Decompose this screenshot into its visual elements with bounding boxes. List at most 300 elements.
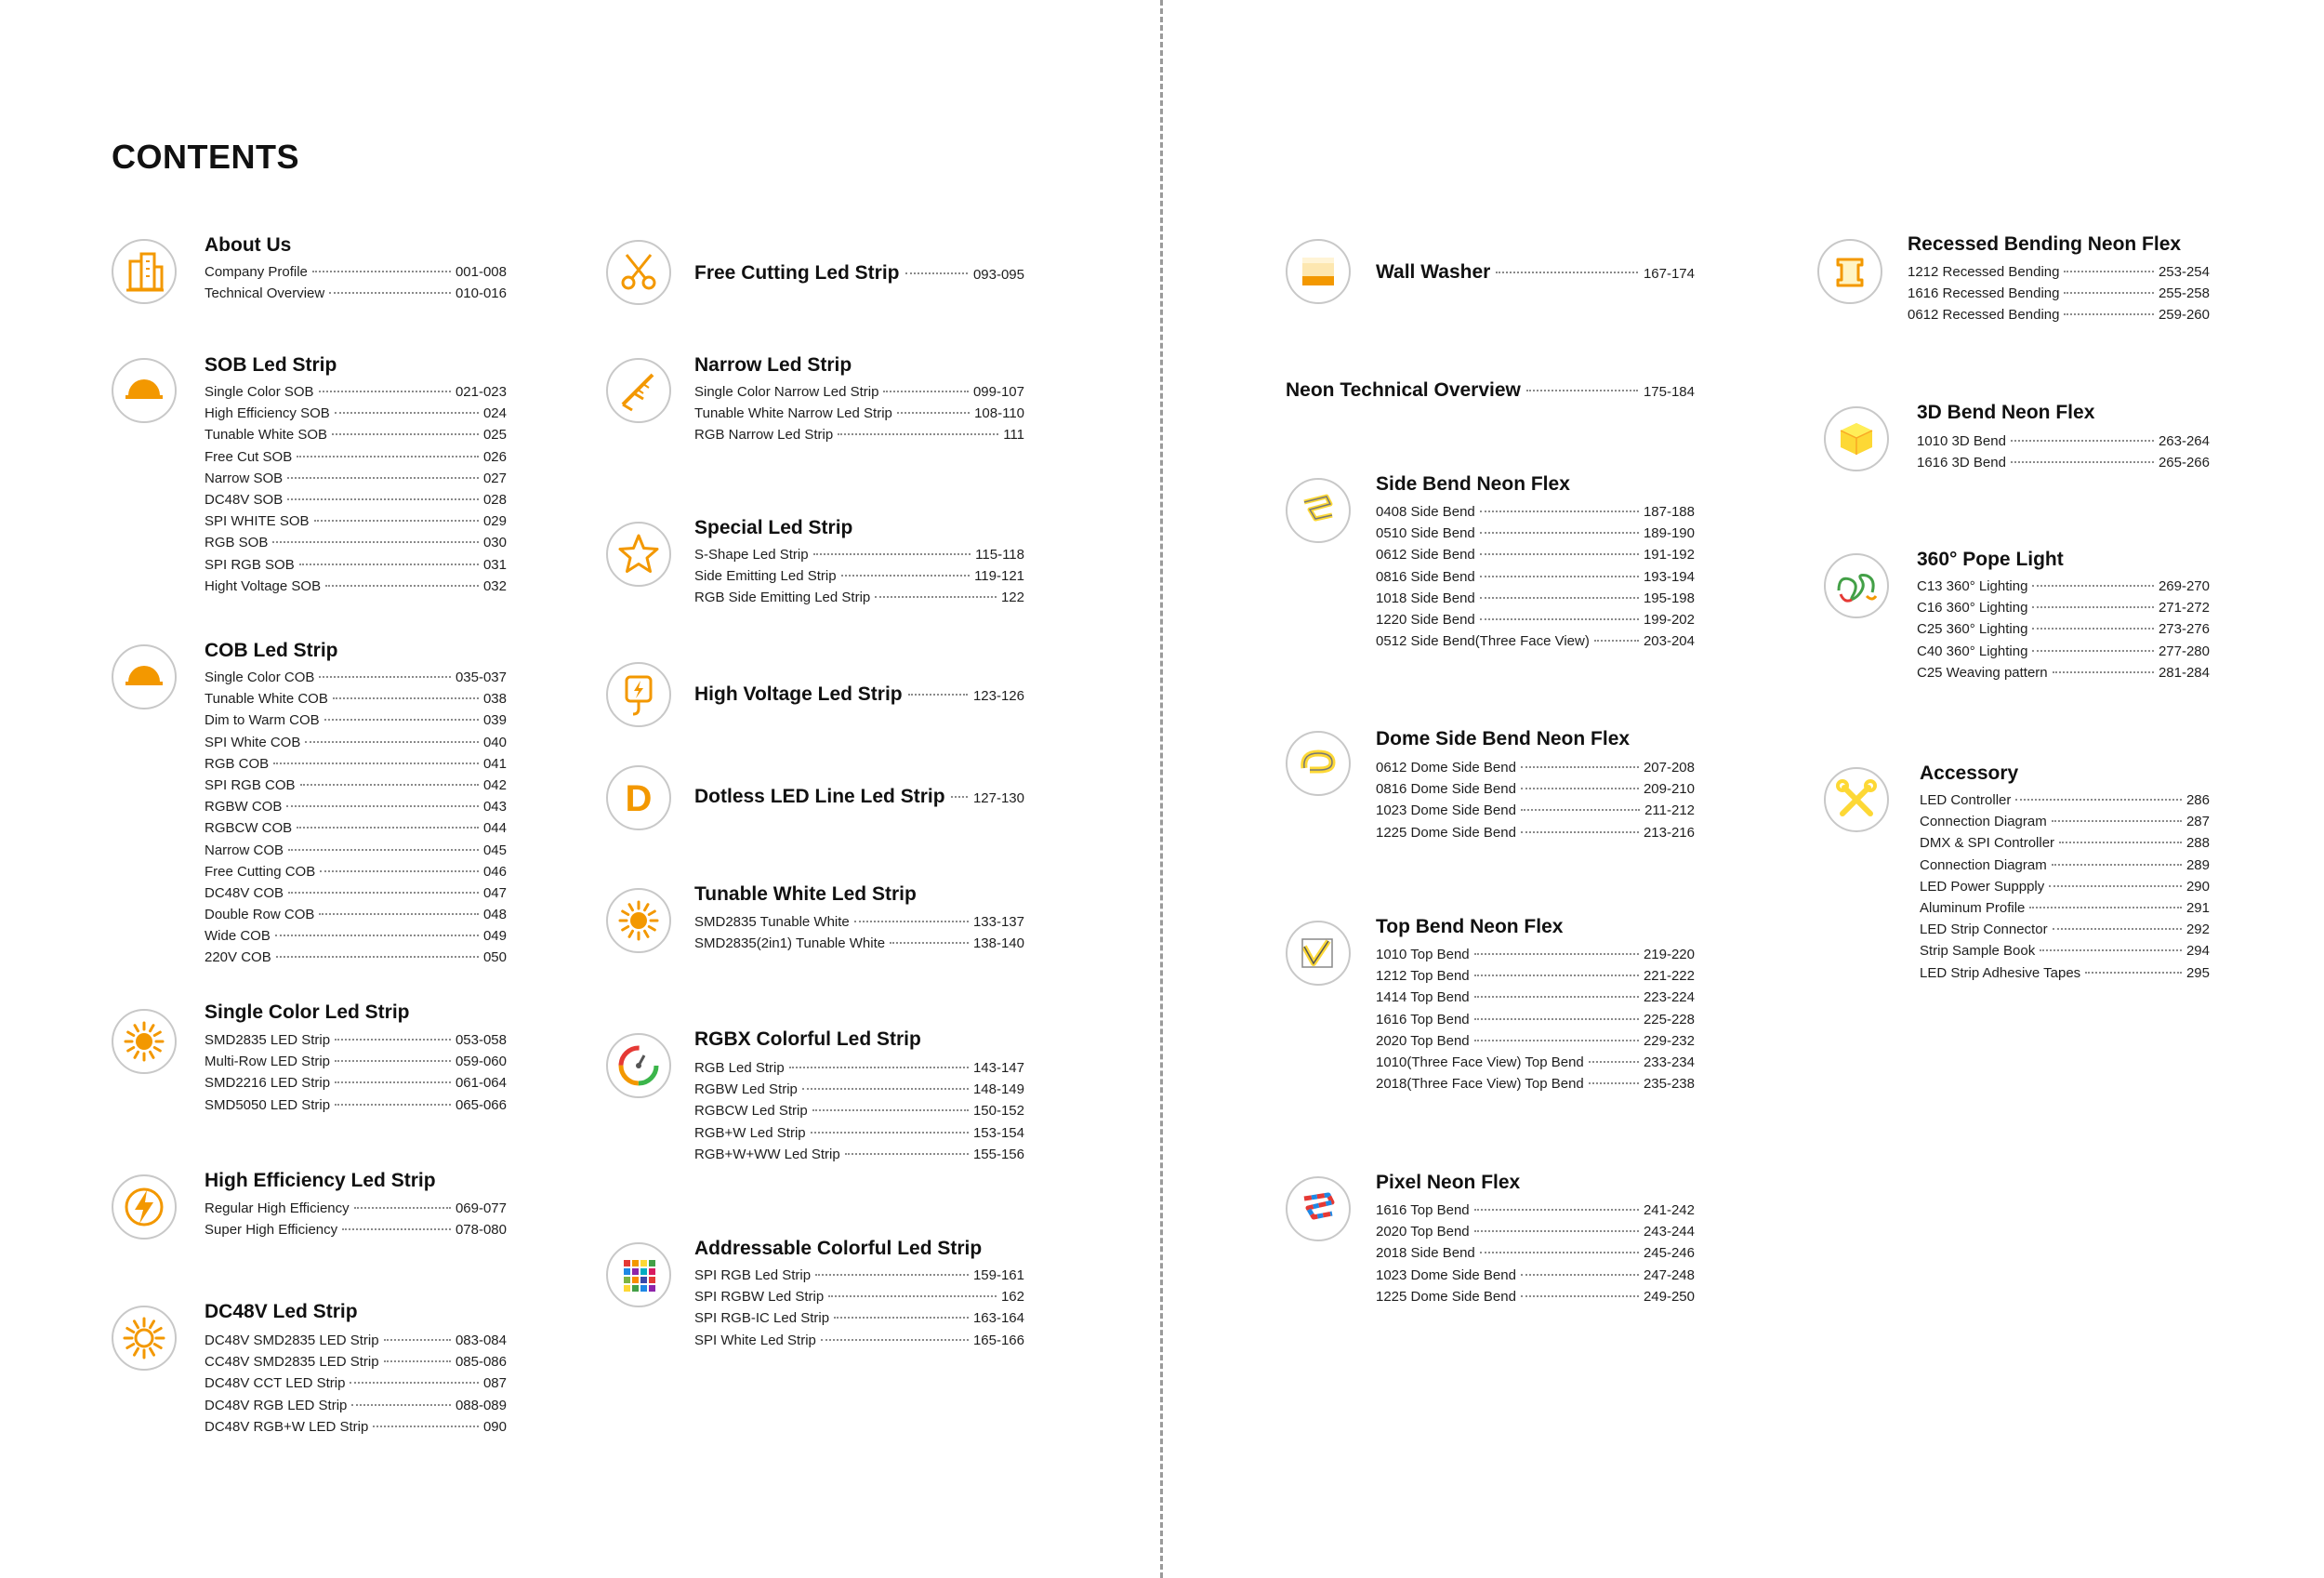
building-icon <box>112 239 177 304</box>
page-number: 233-234 <box>1643 1054 1695 1070</box>
dot-leader <box>789 1067 969 1068</box>
page-number: 048 <box>482 907 507 923</box>
sun-icon <box>112 1009 177 1074</box>
section-title: Tunable White Led Strip <box>694 883 917 905</box>
toc-item[interactable] <box>205 471 507 492</box>
toc-item-label: Single Color COB <box>205 670 315 685</box>
toc-item[interactable] <box>205 1075 507 1096</box>
page-number: 247-248 <box>1643 1266 1695 1283</box>
dot-leader <box>1521 831 1639 833</box>
dot-leader <box>305 741 479 743</box>
section-title: Neon Technical Overview <box>1286 379 1521 401</box>
toc-item[interactable] <box>1908 285 2210 307</box>
plug-icon <box>606 662 671 727</box>
toc-item-label: RGB COB <box>205 755 270 772</box>
toc-item[interactable] <box>1376 569 1695 590</box>
dot-leader <box>276 956 479 958</box>
toc-item[interactable] <box>205 1097 507 1119</box>
dot-leader <box>2052 864 2182 866</box>
page-number: 122 <box>1000 590 1024 606</box>
dot-leader <box>2052 820 2182 822</box>
page-number: 119-121 <box>974 568 1024 585</box>
half-dome-icon <box>112 644 177 709</box>
toc-item[interactable] <box>1920 792 2210 814</box>
section-title: RGBX Colorful Led Strip <box>694 1028 921 1050</box>
dot-leader <box>2064 271 2153 272</box>
toc-item[interactable] <box>1920 900 2210 922</box>
dot-leader <box>1526 390 1638 391</box>
toc-item[interactable] <box>1920 879 2210 900</box>
toc-item[interactable] <box>205 513 507 535</box>
dot-leader <box>350 1382 479 1384</box>
page-number: 189-190 <box>1643 525 1695 542</box>
toc-section-entry[interactable] <box>1376 261 1695 284</box>
toc-item[interactable] <box>1917 665 2210 686</box>
toc-item-label: 1018 Side Bend <box>1376 590 1475 606</box>
page-number: 241-242 <box>1643 1202 1695 1218</box>
toc-item[interactable] <box>205 712 507 734</box>
page-number: 273-276 <box>2158 621 2210 638</box>
toc-item[interactable] <box>205 264 507 285</box>
toc-item-label: RGB Narrow Led Strip <box>694 427 834 444</box>
dot-leader <box>275 935 479 936</box>
toc-item-label: 0612 Side Bend <box>1376 547 1475 564</box>
rope-light-icon <box>1824 553 1889 618</box>
toc-item[interactable] <box>1376 947 1695 968</box>
page-number: 162 <box>1000 1289 1024 1306</box>
dot-leader <box>834 1317 969 1319</box>
toc-item[interactable] <box>694 1310 1024 1332</box>
page-number: 195-198 <box>1643 590 1695 606</box>
dot-leader <box>1480 597 1639 599</box>
toc-item-label: 0512 Side Bend(Three Face View) <box>1376 633 1590 650</box>
toc-item-label: Aluminum Profile <box>1920 899 2026 916</box>
toc-item[interactable] <box>1917 455 2210 476</box>
toc-item[interactable] <box>205 1419 507 1440</box>
toc-item[interactable] <box>1376 547 1695 568</box>
toc-item-label: RGBCW Led Strip <box>694 1103 808 1120</box>
sun-outline-icon <box>112 1306 177 1371</box>
dot-leader <box>342 1228 451 1230</box>
toc-item[interactable] <box>1376 1245 1695 1266</box>
toc-item[interactable] <box>1376 1289 1695 1310</box>
toc-item[interactable] <box>694 1333 1024 1354</box>
toc-item[interactable] <box>1920 814 2210 835</box>
dot-leader <box>821 1339 969 1341</box>
section-title: Top Bend Neon Flex <box>1376 916 1564 937</box>
dot-leader <box>319 913 479 915</box>
toc-item[interactable] <box>1920 943 2210 964</box>
dot-leader <box>2059 842 2182 843</box>
page-number: 211-212 <box>1644 802 1695 819</box>
page-number: 193-194 <box>1643 568 1695 585</box>
page-number: 249-250 <box>1643 1288 1695 1305</box>
toc-item[interactable] <box>1376 781 1695 802</box>
top-bend-neon-icon <box>1286 921 1351 986</box>
dot-leader <box>1480 553 1639 555</box>
toc-item-label: SPI RGB-IC Led Strip <box>694 1310 830 1327</box>
toc-item[interactable] <box>1376 612 1695 633</box>
dot-leader <box>897 412 970 414</box>
toc-item-label: CC48V SMD2835 LED Strip <box>205 1354 379 1371</box>
dot-leader <box>813 553 971 555</box>
toc-item[interactable] <box>205 1200 507 1222</box>
toc-item-list <box>1376 1202 1695 1310</box>
page-number: 225-228 <box>1643 1011 1695 1028</box>
toc-item-label: LED Strip Adhesive Tapes <box>1920 964 2081 981</box>
page-number: 043 <box>482 799 507 816</box>
toc-item-list <box>1376 504 1695 655</box>
toc-item[interactable] <box>205 842 507 864</box>
toc-item[interactable] <box>1920 857 2210 879</box>
toc-item[interactable] <box>1908 264 2210 285</box>
dot-leader <box>299 564 479 565</box>
dot-leader <box>2040 949 2182 951</box>
toc-item[interactable] <box>694 1103 1024 1124</box>
toc-item-label: Side Emitting Led Strip <box>694 568 837 585</box>
page-number: 108-110 <box>974 405 1024 422</box>
page-number: 045 <box>482 842 507 858</box>
recessed-profile-icon <box>1817 239 1882 304</box>
toc-item-label: 0510 Side Bend <box>1376 525 1475 542</box>
toc-item-list <box>694 1060 1024 1168</box>
page-number: 027 <box>482 470 507 486</box>
dot-leader <box>854 921 969 922</box>
toc-item[interactable] <box>205 557 507 578</box>
dome-neon-icon <box>1286 731 1351 796</box>
toc-item[interactable] <box>1376 1076 1695 1097</box>
toc-item-label: Regular High Efficiency <box>205 1200 350 1216</box>
section-title: Single Color Led Strip <box>205 1001 410 1023</box>
page-number: 133-137 <box>972 914 1024 930</box>
scissors-icon <box>606 240 671 305</box>
toc-item[interactable] <box>1376 1012 1695 1033</box>
section-title: Wall Washer <box>1376 261 1491 283</box>
toc-item[interactable] <box>694 568 1024 590</box>
toc-item-label: DC48V RGB LED Strip <box>205 1397 348 1413</box>
dot-leader <box>2029 907 2182 908</box>
section-title: 360° Pope Light <box>1917 549 2064 570</box>
toc-item[interactable] <box>694 935 1024 957</box>
toc-item[interactable] <box>1376 1267 1695 1289</box>
dot-leader <box>324 719 479 721</box>
toc-item-list <box>205 670 507 972</box>
toc-item[interactable] <box>694 1147 1024 1168</box>
page-number: 123-126 <box>972 688 1024 704</box>
toc-section-entry[interactable] <box>694 262 1024 285</box>
toc-item[interactable] <box>1920 965 2210 987</box>
toc-item[interactable] <box>694 1125 1024 1147</box>
dot-leader <box>845 1153 969 1155</box>
page-number: 292 <box>2185 922 2210 938</box>
page-number: 213-216 <box>1643 824 1695 841</box>
toc-item[interactable] <box>1908 307 2210 328</box>
toc-item-label: C25 Weaving pattern <box>1917 664 2048 681</box>
toc-item[interactable] <box>205 285 507 307</box>
toc-item-label: 2018(Three Face View) Top Bend <box>1376 1076 1584 1093</box>
page-fold-divider <box>1160 0 1163 1578</box>
toc-section-entry[interactable] <box>694 786 1024 808</box>
toc-item[interactable] <box>205 735 507 756</box>
page-number: 191-192 <box>1643 547 1695 564</box>
toc-item-label: 2020 Top Bend <box>1376 1032 1470 1049</box>
toc-item[interactable] <box>1917 578 2210 600</box>
toc-item[interactable] <box>1376 633 1695 655</box>
toc-item[interactable] <box>1917 600 2210 621</box>
toc-item-label: C40 360° Lighting <box>1917 643 2028 659</box>
toc-item[interactable] <box>694 1060 1024 1081</box>
toc-item-label: RGB SOB <box>205 535 269 551</box>
toc-item[interactable] <box>205 691 507 712</box>
toc-item[interactable] <box>205 1032 507 1054</box>
page-number: 281-284 <box>2158 664 2210 681</box>
dot-leader <box>841 575 970 577</box>
toc-item-label: 0816 Side Bend <box>1376 568 1475 585</box>
page-number: 259-260 <box>2158 307 2210 324</box>
dot-leader <box>2011 440 2154 442</box>
page-number: 087 <box>482 1375 507 1392</box>
toc-item-label: SPI RGB SOB <box>205 556 295 573</box>
toc-item[interactable] <box>694 914 1024 935</box>
toc-item[interactable] <box>1376 802 1695 824</box>
page-number: 229-232 <box>1643 1032 1695 1049</box>
dot-leader <box>1474 996 1639 998</box>
toc-item[interactable] <box>205 1398 507 1419</box>
toc-item[interactable] <box>205 578 507 600</box>
section-title: Recessed Bending Neon Flex <box>1908 233 2182 255</box>
dot-leader <box>1521 766 1639 768</box>
page-number: 159-161 <box>972 1267 1024 1283</box>
page-number: 001-008 <box>455 264 507 280</box>
toc-item[interactable] <box>205 777 507 799</box>
toc-item[interactable] <box>1920 835 2210 856</box>
dot-leader <box>1521 1274 1639 1276</box>
svg-text:D: D <box>625 778 653 819</box>
dot-leader <box>1480 1252 1639 1253</box>
toc-item[interactable] <box>1376 504 1695 525</box>
page-number: 026 <box>482 448 507 465</box>
dot-leader <box>2032 585 2154 587</box>
toc-item-label: Tunable White Narrow Led Strip <box>694 405 892 422</box>
toc-item-list <box>1917 578 2210 686</box>
dot-leader <box>312 271 451 272</box>
toc-item[interactable] <box>694 427 1024 448</box>
toc-item-label: Narrow COB <box>205 842 284 858</box>
toc-item[interactable] <box>205 820 507 842</box>
page-number: 163-164 <box>972 1310 1024 1327</box>
toc-item[interactable] <box>205 928 507 949</box>
toc-item[interactable] <box>205 907 507 928</box>
toc-item[interactable] <box>205 427 507 448</box>
toc-item[interactable] <box>205 1054 507 1075</box>
toc-item-list <box>1917 433 2210 476</box>
toc-item[interactable] <box>205 384 507 405</box>
dot-leader <box>2064 292 2153 294</box>
toc-item[interactable] <box>1917 433 2210 455</box>
dot-leader <box>828 1295 997 1297</box>
page-number: 053-058 <box>455 1032 507 1048</box>
page-number: 030 <box>482 535 507 551</box>
toc-item-label: Double Row COB <box>205 907 315 923</box>
toc-item[interactable] <box>205 756 507 777</box>
page-number: 255-258 <box>2158 285 2210 302</box>
section-title: SOB Led Strip <box>205 354 337 376</box>
dot-leader <box>273 762 479 764</box>
page-number: 035-037 <box>455 670 507 685</box>
dot-leader <box>335 1081 451 1083</box>
page-number: 143-147 <box>972 1060 1024 1076</box>
toc-item[interactable] <box>1376 968 1695 989</box>
toc-item[interactable] <box>205 1354 507 1375</box>
toc-section-entry[interactable] <box>1286 379 1695 402</box>
toc-item-list <box>1376 947 1695 1097</box>
toc-item[interactable] <box>694 547 1024 568</box>
toc-item-label: Technical Overview <box>205 285 325 302</box>
toc-item-label: RGBCW COB <box>205 820 293 837</box>
dot-leader <box>354 1207 451 1209</box>
half-dome-icon <box>112 358 177 423</box>
toc-item[interactable] <box>1376 590 1695 612</box>
lightning-icon <box>112 1174 177 1240</box>
dot-leader <box>2011 461 2154 463</box>
toc-item-list <box>205 1333 507 1440</box>
toc-item[interactable] <box>1917 643 2210 665</box>
toc-item[interactable] <box>1917 621 2210 643</box>
toc-item-list <box>1908 264 2210 329</box>
toc-item[interactable] <box>205 1222 507 1243</box>
toc-item-label: SMD2835 Tunable White <box>694 914 850 930</box>
page-number: 203-204 <box>1643 633 1695 650</box>
toc-item[interactable] <box>694 1289 1024 1310</box>
section-title: Narrow Led Strip <box>694 354 852 376</box>
page-number: 167-174 <box>1643 266 1695 282</box>
dot-leader <box>384 1360 451 1362</box>
page-number: 038 <box>482 691 507 708</box>
dot-leader <box>1521 809 1640 811</box>
toc-item[interactable] <box>1376 525 1695 547</box>
toc-item-label: C25 360° Lighting <box>1917 621 2028 638</box>
dot-leader <box>335 412 479 414</box>
dot-leader <box>2064 313 2153 315</box>
toc-item-label: C16 360° Lighting <box>1917 600 2028 617</box>
toc-item-label: DC48V CCT LED Strip <box>205 1375 346 1392</box>
toc-item-label: SPI RGB Led Strip <box>694 1267 812 1283</box>
toc-item[interactable] <box>205 1375 507 1397</box>
dot-leader <box>1474 1230 1639 1232</box>
toc-item-list <box>694 914 1024 957</box>
toc-item[interactable] <box>694 590 1024 611</box>
toc-item-list <box>1376 760 1695 846</box>
toc-item-label: 1212 Top Bend <box>1376 968 1470 985</box>
toc-item[interactable] <box>1376 825 1695 846</box>
dot-leader <box>2053 928 2182 930</box>
toc-item[interactable] <box>205 405 507 427</box>
toc-item[interactable] <box>1376 989 1695 1011</box>
page-number: 046 <box>482 863 507 880</box>
section-title: High Efficiency Led Strip <box>205 1170 436 1191</box>
page-number: 245-246 <box>1643 1245 1695 1262</box>
toc-item-label: Tunable White COB <box>205 691 328 708</box>
dot-leader <box>811 1132 969 1134</box>
toc-item[interactable] <box>205 864 507 885</box>
toc-item[interactable] <box>205 799 507 820</box>
page-number: 148-149 <box>972 1081 1024 1098</box>
toc-item[interactable] <box>1376 1224 1695 1245</box>
toc-section-entry[interactable] <box>694 683 1024 706</box>
page-number: 031 <box>482 556 507 573</box>
page-number: 243-244 <box>1643 1224 1695 1240</box>
toc-item[interactable] <box>694 384 1024 405</box>
toc-item-label: Narrow SOB <box>205 470 284 486</box>
toc-item[interactable] <box>205 535 507 556</box>
toc-item[interactable] <box>694 405 1024 427</box>
page-number: 021-023 <box>455 384 507 400</box>
section-title: Free Cutting Led Strip <box>694 262 900 284</box>
dot-leader <box>1521 1295 1639 1297</box>
page-number: 044 <box>482 820 507 837</box>
dot-leader <box>351 1404 451 1406</box>
toc-item-label: 0612 Recessed Bending <box>1908 307 2060 324</box>
dot-leader <box>297 456 479 457</box>
toc-item[interactable] <box>694 1081 1024 1103</box>
dot-leader <box>332 433 479 435</box>
dot-leader <box>815 1274 969 1276</box>
toc-item-label: 0408 Side Bend <box>1376 504 1475 520</box>
toc-item[interactable] <box>1376 1033 1695 1054</box>
toc-item-label: 1414 Top Bend <box>1376 989 1470 1006</box>
toc-item-label: SPI RGB COB <box>205 776 296 793</box>
dot-leader <box>1474 1209 1639 1211</box>
toc-item[interactable] <box>205 949 507 971</box>
dot-leader <box>1589 1082 1639 1084</box>
dot-leader <box>335 1039 451 1041</box>
dot-leader <box>1474 975 1639 976</box>
toc-item[interactable] <box>205 670 507 691</box>
toc-item[interactable] <box>205 492 507 513</box>
dot-leader <box>319 676 451 678</box>
toc-item[interactable] <box>205 885 507 907</box>
dot-leader <box>2032 650 2154 652</box>
toc-item-label: DC48V SMD2835 LED Strip <box>205 1333 379 1348</box>
toc-item[interactable] <box>205 1333 507 1354</box>
toc-item[interactable] <box>1376 760 1695 781</box>
page-number: 115-118 <box>975 547 1024 563</box>
page-number: 059-060 <box>455 1054 507 1070</box>
toc-item-label: 220V COB <box>205 949 271 966</box>
toc-item-label: Strip Sample Book <box>1920 943 2036 960</box>
toc-item-label: SMD5050 LED Strip <box>205 1096 331 1113</box>
page-number: 127-130 <box>972 790 1024 806</box>
toc-item-label: SMD2835(2in1) Tunable White <box>694 935 886 952</box>
wall-washer-icon <box>1286 239 1351 304</box>
page-number: 032 <box>482 577 507 594</box>
section-title: Addressable Colorful Led Strip <box>694 1238 983 1259</box>
toc-item[interactable] <box>1920 922 2210 943</box>
page-number: 288 <box>2185 835 2210 852</box>
page-number: 050 <box>482 949 507 966</box>
toc-item[interactable] <box>694 1267 1024 1289</box>
page-number: 286 <box>2185 792 2210 808</box>
toc-item-label: Connection Diagram <box>1920 814 2047 830</box>
toc-item-label: RGB+W Led Strip <box>694 1124 806 1141</box>
toc-item[interactable] <box>1376 1054 1695 1076</box>
toc-item-label: 0612 Dome Side Bend <box>1376 760 1516 776</box>
toc-item[interactable] <box>1376 1202 1695 1224</box>
dot-leader <box>1474 1040 1639 1041</box>
page-number: 083-084 <box>455 1333 507 1348</box>
toc-item[interactable] <box>205 449 507 471</box>
section-title: Accessory <box>1920 762 2019 784</box>
